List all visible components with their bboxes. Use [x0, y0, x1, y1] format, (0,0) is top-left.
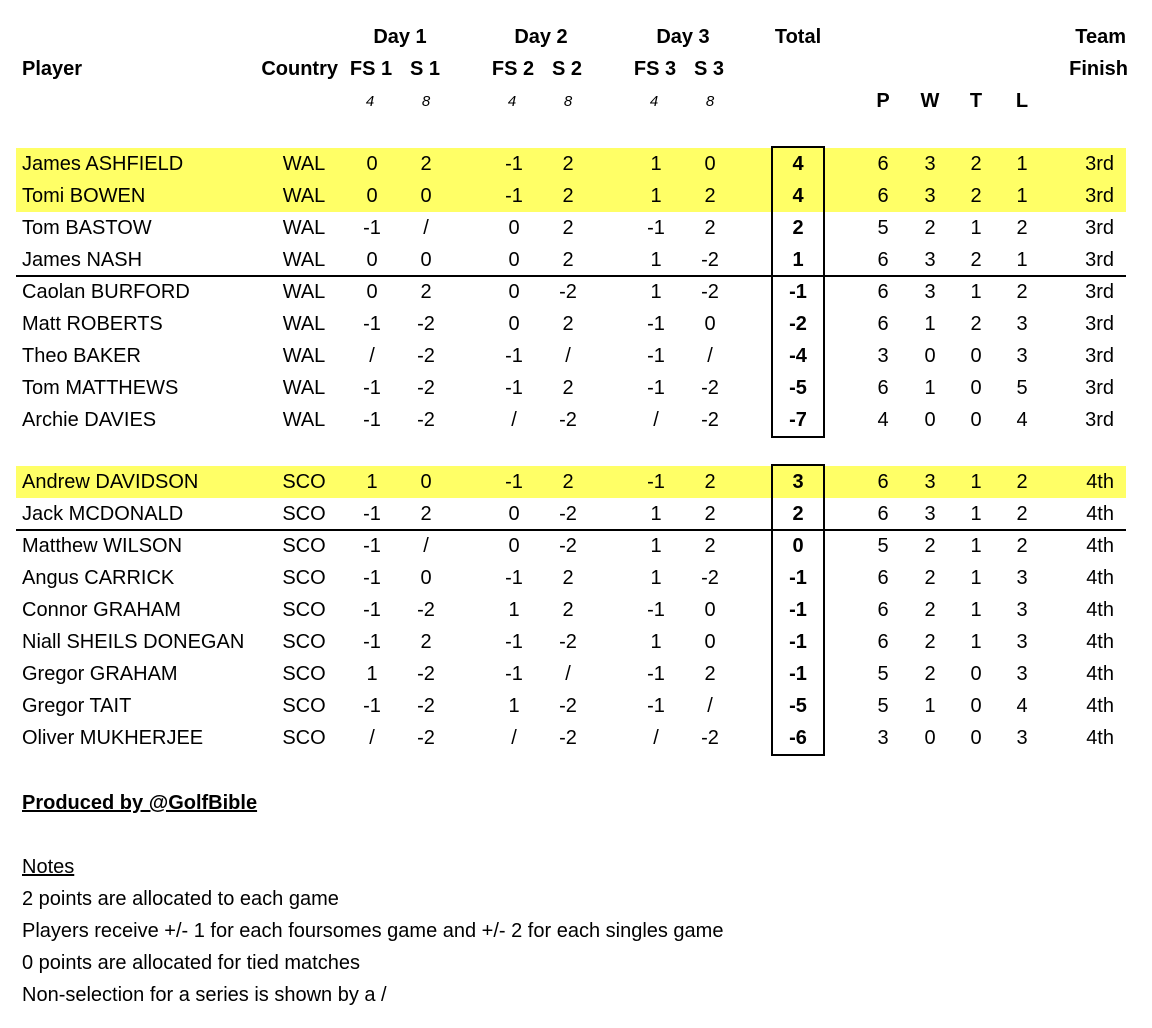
total-points: -5 [789, 695, 807, 717]
session-score: -2 [701, 567, 719, 589]
won-count: 2 [924, 217, 936, 239]
lost-count: 5 [1016, 377, 1028, 399]
player-name: Gregor TAIT [22, 695, 132, 717]
total-points: 2 [792, 217, 804, 239]
session-score: 0 [420, 471, 432, 493]
session-score: -1 [505, 153, 523, 175]
player-name: Jack MCDONALD [22, 503, 184, 525]
session-score: -1 [363, 631, 381, 653]
total-points: -1 [789, 281, 807, 303]
country-code: WAL [282, 249, 326, 271]
total-points: 0 [792, 535, 804, 557]
won-count: 3 [924, 281, 936, 303]
country-code: WAL [282, 217, 326, 239]
session-score: -2 [701, 409, 719, 431]
won-count: 3 [924, 503, 936, 525]
session-score: 2 [704, 185, 716, 207]
session-score: -1 [505, 185, 523, 207]
session-score: 0 [704, 153, 716, 175]
session-score: -1 [647, 471, 665, 493]
session-score: 0 [704, 599, 716, 621]
note-item: Non-selection for a series is shown by a / [22, 984, 387, 1006]
credit-line: Produced by @GolfBible [22, 792, 258, 814]
player-name: Niall SHEILS DONEGAN [22, 631, 245, 653]
total-points: -4 [789, 345, 807, 367]
player-name: Archie DAVIES [22, 409, 157, 431]
played-count: 6 [877, 281, 889, 303]
total-points: 3 [792, 471, 804, 493]
day-1-header: Day 1 [373, 26, 427, 48]
session-score: -2 [559, 503, 577, 525]
session-score: 1 [650, 631, 662, 653]
player-name: James NASH [22, 249, 143, 271]
team-finish: 3rd [1085, 249, 1114, 271]
won-count: 3 [924, 471, 936, 493]
session-score: -2 [559, 535, 577, 557]
session-score: -1 [505, 567, 523, 589]
team-finish: 3rd [1085, 313, 1114, 335]
tied-count: 2 [970, 249, 982, 271]
player-name: James ASHFIELD [22, 153, 184, 175]
session-score: -2 [417, 345, 435, 367]
session-score: / [423, 217, 429, 239]
played-count: 6 [877, 599, 889, 621]
session-score: 2 [562, 471, 574, 493]
player-name: Angus CARRICK [22, 567, 175, 589]
session-score: 1 [366, 471, 378, 493]
day-3-header: Day 3 [656, 26, 710, 48]
session-score: 1 [508, 599, 520, 621]
session-points-fs2: 4 [507, 93, 517, 110]
session-points-fs3: 4 [649, 93, 659, 110]
session-score: 2 [704, 535, 716, 557]
session-score: 0 [508, 249, 520, 271]
team-finish: 4th [1086, 663, 1114, 685]
total-points: 4 [792, 185, 804, 207]
session-score: -1 [505, 377, 523, 399]
session-score: 2 [420, 281, 432, 303]
lost-count: 3 [1016, 663, 1028, 685]
session-score: 2 [704, 471, 716, 493]
note-item: Players receive +/- 1 for each foursomes game and +/- 2 for each singles game [22, 920, 724, 942]
session-score: / [707, 695, 713, 717]
tied-count: 1 [970, 631, 982, 653]
total-points: -1 [789, 663, 807, 685]
lost-count: 4 [1016, 409, 1028, 431]
won-count: 2 [924, 567, 936, 589]
day-2-header: Day 2 [514, 26, 568, 48]
country-code: SCO [282, 471, 326, 493]
session-s2-header: S 2 [551, 58, 583, 80]
session-score: -2 [417, 599, 435, 621]
won-count: 2 [924, 631, 936, 653]
tied-count: 0 [970, 345, 982, 367]
won-count: 2 [924, 663, 936, 685]
country-code: WAL [282, 153, 326, 175]
team-finish: 4th [1086, 599, 1114, 621]
session-points-s2: 8 [563, 93, 573, 110]
played-count: 6 [877, 377, 889, 399]
session-fs3-header: FS 3 [633, 58, 677, 80]
team-finish: 4th [1086, 727, 1114, 749]
session-score: 0 [508, 281, 520, 303]
country-code: WAL [282, 185, 326, 207]
session-score: 0 [366, 281, 378, 303]
team-finish: 4th [1086, 567, 1114, 589]
session-score: -1 [647, 663, 665, 685]
won-count: 2 [924, 599, 936, 621]
played-count: 3 [877, 727, 889, 749]
lost-count: 2 [1016, 281, 1028, 303]
session-score: / [423, 535, 429, 557]
session-score: -1 [505, 471, 523, 493]
tied-count: 1 [970, 471, 982, 493]
session-s3-header: S 3 [693, 58, 725, 80]
session-score: -2 [417, 663, 435, 685]
session-score: -1 [647, 217, 665, 239]
played-count: 6 [877, 313, 889, 335]
player-name: Matt ROBERTS [22, 313, 163, 335]
played-count: 6 [877, 503, 889, 525]
total-points: 4 [792, 153, 804, 175]
session-score: 0 [366, 249, 378, 271]
session-score: -1 [363, 217, 381, 239]
total-points: 1 [792, 249, 804, 271]
lost-count: 3 [1016, 631, 1028, 653]
team-finish: 4th [1086, 471, 1114, 493]
country-code: SCO [282, 567, 326, 589]
session-score: 1 [650, 281, 662, 303]
session-score: 1 [366, 663, 378, 685]
player-name: Tomi BOWEN [22, 185, 146, 207]
tied-count: 1 [970, 599, 982, 621]
won-count: 3 [924, 185, 936, 207]
tied-count: 1 [970, 567, 982, 589]
lost-count: 1 [1016, 185, 1028, 207]
session-score: 0 [704, 313, 716, 335]
player-name: Gregor GRAHAM [22, 663, 178, 685]
note-item: 0 points are allocated for tied matches [22, 952, 360, 974]
total-column-box [771, 464, 825, 756]
session-score: -1 [363, 409, 381, 431]
session-score: 2 [562, 313, 574, 335]
total-points: -5 [789, 377, 807, 399]
lost-count: 2 [1016, 503, 1028, 525]
lost-count: 2 [1016, 217, 1028, 239]
tied-count: 2 [970, 313, 982, 335]
session-score: -1 [363, 599, 381, 621]
session-score: -2 [417, 313, 435, 335]
session-points-s3: 8 [705, 93, 715, 110]
lost-count: 1 [1016, 153, 1028, 175]
tied-count: 1 [970, 503, 982, 525]
country-code: SCO [282, 599, 326, 621]
lost-count: 3 [1016, 727, 1028, 749]
session-score: / [565, 663, 571, 685]
session-score: -1 [647, 695, 665, 717]
session-score: -2 [559, 695, 577, 717]
lost-header: L [1015, 90, 1029, 112]
session-score: 1 [650, 249, 662, 271]
played-count: 5 [877, 663, 889, 685]
session-score: 0 [420, 185, 432, 207]
session-score: -1 [505, 345, 523, 367]
player-name: Matthew WILSON [22, 535, 183, 557]
country-code: SCO [282, 727, 326, 749]
session-score: / [511, 727, 517, 749]
country-code: WAL [282, 345, 326, 367]
team-finish: 3rd [1085, 377, 1114, 399]
tied-count: 1 [970, 281, 982, 303]
session-score: 0 [420, 567, 432, 589]
team-finish: 3rd [1085, 185, 1114, 207]
session-score: -1 [647, 599, 665, 621]
session-score: -2 [417, 695, 435, 717]
session-score: 2 [420, 153, 432, 175]
won-count: 3 [924, 153, 936, 175]
played-count: 5 [877, 535, 889, 557]
session-score: 2 [562, 153, 574, 175]
session-score: 1 [650, 503, 662, 525]
tied-count: 0 [970, 695, 982, 717]
lost-count: 2 [1016, 471, 1028, 493]
team-finish: 4th [1086, 695, 1114, 717]
player-header: Player [22, 58, 83, 80]
session-score: -2 [559, 631, 577, 653]
session-score: / [707, 345, 713, 367]
session-score: 2 [562, 377, 574, 399]
lost-count: 1 [1016, 249, 1028, 271]
country-code: SCO [282, 695, 326, 717]
played-count: 6 [877, 471, 889, 493]
session-points-s1: 8 [421, 93, 431, 110]
session-points-fs1: 4 [365, 93, 375, 110]
note-item: 2 points are allocated to each game [22, 888, 339, 910]
finish-header: Finish [1069, 58, 1128, 80]
lost-count: 3 [1016, 345, 1028, 367]
session-score: 0 [508, 535, 520, 557]
team-finish: 3rd [1085, 345, 1114, 367]
played-count: 5 [877, 695, 889, 717]
player-name: Andrew DAVIDSON [22, 471, 199, 493]
session-score: / [369, 345, 375, 367]
country-code: WAL [282, 377, 326, 399]
team-finish: 3rd [1085, 217, 1114, 239]
country-code: SCO [282, 663, 326, 685]
session-score: -1 [363, 535, 381, 557]
session-score: 0 [508, 503, 520, 525]
session-score: 0 [508, 217, 520, 239]
team-finish: 4th [1086, 535, 1114, 557]
session-score: 0 [508, 313, 520, 335]
session-score: 2 [562, 217, 574, 239]
session-fs1-header: FS 1 [349, 58, 393, 80]
session-score: -1 [363, 695, 381, 717]
session-score: 2 [562, 249, 574, 271]
played-count: 3 [877, 345, 889, 367]
tied-count: 1 [970, 535, 982, 557]
won-count: 1 [924, 377, 936, 399]
session-score: -2 [417, 727, 435, 749]
played-count: 6 [877, 567, 889, 589]
session-score: / [653, 409, 659, 431]
session-score: -1 [647, 345, 665, 367]
team-finish: 4th [1086, 503, 1114, 525]
won-count: 2 [924, 535, 936, 557]
country-code: SCO [282, 503, 326, 525]
session-score: 0 [704, 631, 716, 653]
player-name: Tom MATTHEWS [22, 377, 179, 399]
played-count: 6 [877, 249, 889, 271]
won-count: 0 [924, 409, 936, 431]
tied-header: T [969, 90, 983, 112]
played-count: 6 [877, 185, 889, 207]
session-fs2-header: FS 2 [491, 58, 535, 80]
played-header: P [876, 90, 890, 112]
player-name: Oliver MUKHERJEE [22, 727, 204, 749]
session-score: 0 [420, 249, 432, 271]
total-points: -6 [789, 727, 807, 749]
lost-count: 3 [1016, 313, 1028, 335]
played-count: 6 [877, 153, 889, 175]
country-header: Country [261, 58, 338, 80]
total-header: Total [774, 26, 822, 48]
player-name: Caolan BURFORD [22, 281, 190, 303]
lost-count: 2 [1016, 535, 1028, 557]
session-score: 2 [420, 503, 432, 525]
total-points: -1 [789, 631, 807, 653]
won-header: W [920, 90, 940, 112]
total-points: -7 [789, 409, 807, 431]
won-count: 3 [924, 249, 936, 271]
session-score: 0 [366, 153, 378, 175]
team-finish: 3rd [1085, 409, 1114, 431]
session-score: -1 [363, 313, 381, 335]
session-score: -1 [647, 313, 665, 335]
session-score: 2 [562, 185, 574, 207]
session-score: -2 [417, 409, 435, 431]
country-code: WAL [282, 281, 326, 303]
total-points: -1 [789, 567, 807, 589]
session-score: -2 [559, 281, 577, 303]
tied-count: 0 [970, 409, 982, 431]
session-score: 1 [650, 153, 662, 175]
session-score: -2 [701, 377, 719, 399]
won-count: 0 [924, 345, 936, 367]
session-score: 1 [508, 695, 520, 717]
team-finish: 4th [1086, 631, 1114, 653]
tied-count: 0 [970, 727, 982, 749]
player-name: Connor GRAHAM [22, 599, 181, 621]
total-points: -1 [789, 599, 807, 621]
session-score: / [653, 727, 659, 749]
team-finish: 3rd [1085, 153, 1114, 175]
session-score: 1 [650, 535, 662, 557]
player-name: Tom BASTOW [22, 217, 152, 239]
team-header: Team [1075, 26, 1126, 48]
won-count: 0 [924, 727, 936, 749]
won-count: 1 [924, 695, 936, 717]
country-code: WAL [282, 313, 326, 335]
played-count: 6 [877, 631, 889, 653]
session-score: 1 [650, 567, 662, 589]
session-score: 2 [420, 631, 432, 653]
session-score: 2 [704, 503, 716, 525]
session-score: -2 [559, 409, 577, 431]
session-score: 0 [366, 185, 378, 207]
lost-count: 4 [1016, 695, 1028, 717]
tied-count: 1 [970, 217, 982, 239]
session-score: / [565, 345, 571, 367]
lost-count: 3 [1016, 567, 1028, 589]
player-name: Theo BAKER [22, 345, 141, 367]
tied-count: 0 [970, 663, 982, 685]
session-score: -2 [417, 377, 435, 399]
total-column-box [771, 146, 825, 438]
team-finish: 3rd [1085, 281, 1114, 303]
session-score: -1 [647, 377, 665, 399]
total-points: 2 [792, 503, 804, 525]
country-code: SCO [282, 535, 326, 557]
session-score: / [511, 409, 517, 431]
notes-title: Notes [22, 856, 75, 878]
session-score: -1 [505, 663, 523, 685]
tied-count: 0 [970, 377, 982, 399]
tied-count: 2 [970, 185, 982, 207]
country-code: SCO [282, 631, 326, 653]
total-points: -2 [789, 313, 807, 335]
session-score: -1 [505, 631, 523, 653]
session-score: 2 [704, 663, 716, 685]
tied-count: 2 [970, 153, 982, 175]
country-code: WAL [282, 409, 326, 431]
session-score: / [369, 727, 375, 749]
session-score: 1 [650, 185, 662, 207]
won-count: 1 [924, 313, 936, 335]
session-score: 2 [562, 567, 574, 589]
session-score: -2 [559, 727, 577, 749]
lost-count: 3 [1016, 599, 1028, 621]
session-score: 2 [704, 217, 716, 239]
session-score: 2 [562, 599, 574, 621]
session-score: -1 [363, 377, 381, 399]
session-score: -1 [363, 567, 381, 589]
session-score: -2 [701, 281, 719, 303]
session-score: -1 [363, 503, 381, 525]
session-score: -2 [701, 249, 719, 271]
played-count: 4 [877, 409, 889, 431]
session-score: -2 [701, 727, 719, 749]
played-count: 5 [877, 217, 889, 239]
session-s1-header: S 1 [409, 58, 441, 80]
